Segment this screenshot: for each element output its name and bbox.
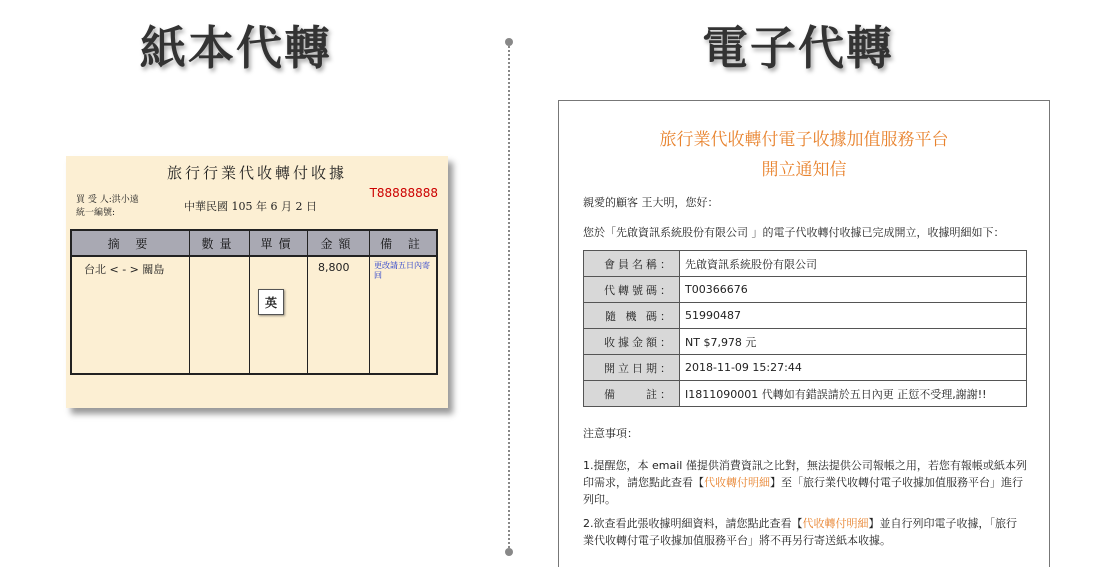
remark-text: 更改請五日內寄回	[374, 261, 430, 280]
buyer-block	[76, 194, 139, 220]
table-row	[584, 329, 1027, 355]
receipt-details-table	[583, 250, 1027, 407]
detail-value: 2018-11-09 15:27:44	[680, 355, 1027, 381]
paper-receipt	[66, 156, 448, 408]
col-header-quantity: 數量	[190, 231, 250, 255]
detail-value: NT $7,978 元	[680, 329, 1027, 355]
table-row	[584, 381, 1027, 407]
cell-remarks	[370, 257, 436, 375]
receipt-date: 中華民國 105 年 6 月 2 日	[184, 200, 317, 213]
receipt-table-body	[72, 257, 436, 375]
detail-label: 代轉號碼：	[584, 277, 680, 303]
detail-value: 先啟資訊系統股份有限公司	[680, 251, 1027, 277]
col-header-unit-price: 單價	[250, 231, 308, 255]
item-text: 台北 < - > 關島	[84, 263, 165, 276]
detail-label: 會員名稱：	[584, 251, 680, 277]
note-1-text: 1.提醒您，本 email 僅提供消費資訊之比對，無法提供公司報帳之用，若您有報帳或紙本列印需求，請您點此查看【	[583, 459, 1027, 489]
table-row	[584, 303, 1027, 329]
detail-value: I1811090001 代轉如有錯誤請於五日內更 正愆不受理,謝謝!!	[680, 381, 1027, 407]
detail-value: T00366676	[680, 277, 1027, 303]
cell-quantity	[190, 257, 250, 375]
note-1-text-end: 】至「旅行業代收轉付電子收據加值服務平台」進行列印。	[583, 476, 1023, 506]
receipt-details-link[interactable]: 代收轉付明細	[704, 476, 770, 489]
detail-value: 51990487	[680, 303, 1027, 329]
intro-text: 您於「先啟資訊系統股份有限公司 」的電子代收轉付收據已完成開立，收據明細如下：	[583, 226, 1005, 239]
divider-dot-top	[505, 38, 513, 46]
note-2	[583, 515, 1027, 549]
note-2-text: 2.欲查看此張收據明細資料，請您點此查看【	[583, 517, 803, 530]
cell-summary	[72, 257, 190, 375]
paper-transfer-heading: 紙本代轉	[140, 21, 332, 75]
stamp: 英	[258, 289, 284, 315]
detail-label: 開立日期：	[584, 355, 680, 381]
tax-id-label: 統一編號:	[76, 208, 116, 218]
detail-label: 備 註：	[584, 381, 680, 407]
email-notification	[558, 100, 1050, 567]
detail-label: 隨 機 碼：	[584, 303, 680, 329]
receipt-title: 旅行行業代收轉付收據	[166, 164, 347, 182]
receipt-details-link[interactable]: 代收轉付明細	[802, 517, 869, 530]
cell-amount	[308, 257, 370, 375]
receipt-table	[70, 229, 438, 375]
buyer-label: 買 受 人:洪小遠	[76, 195, 139, 205]
col-header-amount: 金額	[308, 231, 370, 255]
electronic-transfer-heading: 電子代轉	[702, 21, 894, 75]
table-row	[584, 277, 1027, 303]
cell-unit-price	[250, 257, 308, 375]
detail-label: 收據金額：	[584, 329, 680, 355]
amount-text: 8,800	[318, 261, 350, 274]
notes-heading: 注意事項：	[583, 427, 638, 440]
receipt-table-header	[72, 231, 436, 257]
receipt-serial: T88888888	[369, 186, 438, 200]
col-header-remarks: 備 註	[380, 236, 426, 251]
col-header-summary: 摘 要	[72, 231, 190, 255]
dotted-divider	[508, 42, 510, 552]
email-title-line1: 旅行業代收轉付電子收據加值服務平台	[659, 130, 949, 150]
table-row	[584, 355, 1027, 381]
note-2-text-end: 】並自行列印電子收據，「旅行業代收轉付電子收據加值服務平台」將不再另行寄送紙本收據。	[583, 517, 1017, 547]
divider-dot-bottom	[505, 548, 513, 556]
greeting: 親愛的顧客 王大明，您好：	[583, 196, 719, 209]
table-row	[584, 251, 1027, 277]
note-1	[583, 457, 1027, 508]
email-title-line2: 開立通知信	[761, 160, 847, 180]
